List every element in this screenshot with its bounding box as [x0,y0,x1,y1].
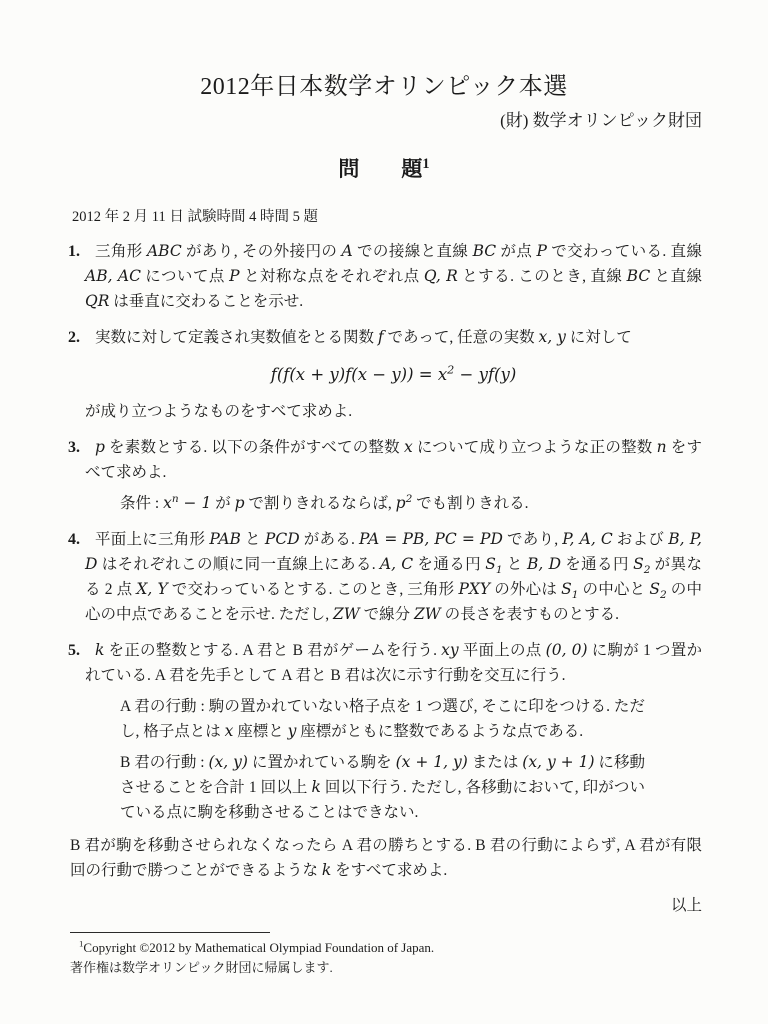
math-segment: (x, y + 1) [522,753,595,771]
text-segment: が [211,495,235,512]
text-segment: を通る円 [413,556,486,573]
math-segment: (x + 1, y) [395,753,468,771]
text-segment: をすべて求めよ. [331,862,448,879]
text-segment: と [240,531,265,548]
problem-3 [68,435,702,516]
math-segment: S [649,580,660,598]
text-segment: 条件 : [120,495,164,512]
math-segment: (x, y) [208,753,248,771]
math-segment: PAB [209,530,241,548]
problem-5-closing [70,833,702,883]
problem-5-intro [85,638,702,688]
math-segment: 2 [659,589,667,602]
footnote-copyright [70,938,708,958]
math-segment: − 1 [178,494,212,512]
text-segment: 三角形 [95,243,147,260]
text-segment: で交わっている. 直線 [546,243,702,260]
problem-4 [68,527,702,627]
math-segment: PXY [458,580,491,598]
math-segment: P [536,242,547,260]
organization-name: (財) 数学オリンピック財団 [500,111,702,130]
text-segment: を正の整数とする. A 君と B 君がゲームを行う. [104,642,442,659]
text-segment: 座標がともに整数であるような点である. [296,723,584,740]
text-segment: で割りきれるならば, [244,495,396,512]
text-segment: に置かれている駒を [247,754,396,771]
math-segment: − yf(y) [454,365,517,384]
problem-2-outro [85,399,702,424]
text-segment: がある. [299,531,359,548]
text-segment: が点 [496,243,537,260]
math-segment: S [485,555,496,573]
text-segment: 平面上に三角形 [95,531,210,548]
math-segment: p [395,494,406,512]
math-segment: A, C [379,555,414,573]
text-segment: について点 [140,268,230,285]
text-segment: に対して [565,329,632,346]
text-segment: での接線と直線 [352,243,473,260]
problem-5-action-a [120,694,645,744]
math-segment: x [404,438,413,456]
text-segment: B 君が駒を移動させられなくなったら A 君の勝ちとする. B 君の行動によらず, A 君が有限回の行動で勝つことができるような [70,837,702,879]
problems-heading [0,155,768,183]
math-segment: n [171,492,179,505]
problem-1-text [85,239,702,314]
problem-3-text [85,435,702,485]
problem-5 [68,638,702,825]
footnote-rule [70,932,270,933]
text-segment: を素数とする. 以下の条件がすべての整数 [104,439,405,456]
math-segment: PCD [264,530,300,548]
problem-3-number: 3. [68,439,80,456]
math-segment: BC [472,242,497,260]
math-segment: x [163,494,172,512]
text-segment: 平面上の点 [458,642,546,659]
problem-2-intro [85,325,702,350]
problem-5-number: 5. [68,642,80,659]
math-segment: A [341,242,353,260]
text-segment: 座標と [233,723,288,740]
text-segment: で線分 [359,606,414,623]
text-segment: Copyright ©2012 by Mathematical Olympiad Foundation of Japan. [83,940,435,955]
exam-info: 2012 年 2 月 11 日 試験時間 4 時間 5 題 [72,209,318,225]
math-segment: ZW [413,605,441,623]
text-segment: 回以下行う. ただし, 各移動において, 印がついている点に駒を移動させることはできない. [120,779,645,821]
math-segment: X, Y [136,580,168,598]
math-segment: S [561,580,572,598]
math-segment: P, A, C [562,530,613,548]
text-segment: は垂直に交わることを示せ. [109,293,304,310]
text-segment: が異なる 2 点 [85,556,702,598]
problem-2-number: 2. [68,329,80,346]
math-segment: n [656,438,667,456]
math-segment: f [377,328,384,346]
math-segment: k [311,778,321,796]
text-segment: と [502,556,527,573]
problem-4-text [85,527,702,627]
text-segment: であり, [502,531,563,548]
math-segment: B, D [526,555,562,573]
text-segment: を通る円 [561,556,634,573]
text-segment: の中心と [578,581,650,598]
problem-2-formula [85,361,702,388]
math-segment: B, P, D [85,530,702,573]
problem-1-number: 1. [68,243,80,260]
math-segment: AB, AC [85,267,141,285]
math-segment: p [95,438,105,456]
text-segment: の外心は [490,581,562,598]
text-segment: であって, 任意の実数 [383,329,539,346]
math-segment: 1 [571,589,579,602]
footnote [70,932,708,978]
text-segment: が成り立つようなものをすべて求めよ. [85,403,353,420]
math-segment: PA = PB, PC = PD [358,530,503,548]
math-segment: 2 [405,492,413,505]
text-segment: と直線 [650,268,702,285]
math-segment: QR [85,292,110,310]
problem-3-condition [120,491,645,516]
text-segment: に移動させることを合計 1 回以上 [120,754,645,796]
problem-1 [68,239,702,314]
text-segment: と対称な点をそれぞれ点 [239,268,424,285]
text-segment: で交わっているとする. このとき, 三角形 [167,581,459,598]
math-segment: P [229,267,240,285]
math-segment: f(f(x + y)f(x − y)) = x [270,365,448,384]
text-segment: 1 [79,938,84,949]
math-segment: Q, R [423,267,458,285]
math-segment: x, y [538,328,566,346]
problem-5-action-b [120,750,645,825]
text-segment: について成り立つような正の整数 [412,439,657,456]
math-segment: BC [626,267,651,285]
text-segment: 実数に対して定義され実数値をとる関数 [95,329,378,346]
text-segment: はそれぞれこの順に同一直線上にある. [97,556,380,573]
text-segment: および [612,531,669,548]
text-segment: に駒が 1 つ置かれている. A 君を先手として A 君と B 君は次に示す行動を交互に行う. [85,642,702,684]
text-segment: または [467,754,523,771]
text-segment: とする. このとき, 直線 [457,268,627,285]
math-segment: 2 [447,363,455,377]
footnote-rights-ja: 著作権は数学オリンピック財団に帰属します. [70,960,333,975]
math-segment: k [321,861,332,879]
math-segment: 2 [643,564,651,577]
text-segment: の中心の中点であることを示せ. ただし, [85,581,702,623]
page-title: 2012年日本数学オリンピック本選 [200,74,568,100]
text-segment: 問 題 [338,157,423,181]
problem-2 [68,325,702,424]
math-segment: y [287,722,297,740]
text-segment: 1 [422,156,430,172]
end-mark: 以上 [670,897,702,914]
text-segment: をすべて求めよ. [85,439,702,481]
math-segment: S [633,555,644,573]
math-segment: (0, 0) [545,641,588,659]
math-segment: ABC [146,242,182,260]
math-segment: ZW [333,605,360,623]
math-segment: x [224,722,234,740]
text-segment: があり, その外接円の [181,243,342,260]
text-segment: B 君の行動 : [120,754,209,771]
text-segment: でも割りきれる. [412,495,529,512]
text-segment: の長さを表すものとする. [440,606,619,623]
math-segment: k [95,641,105,659]
math-segment: xy [441,641,459,659]
problem-4-number: 4. [68,531,80,548]
math-segment: p [234,494,245,512]
text-segment: A 君の行動 : 駒の置かれていない格子点を 1 つ選び, そこに印をつける. ただし, 格子点とは [120,698,645,740]
math-segment: 1 [495,564,503,577]
